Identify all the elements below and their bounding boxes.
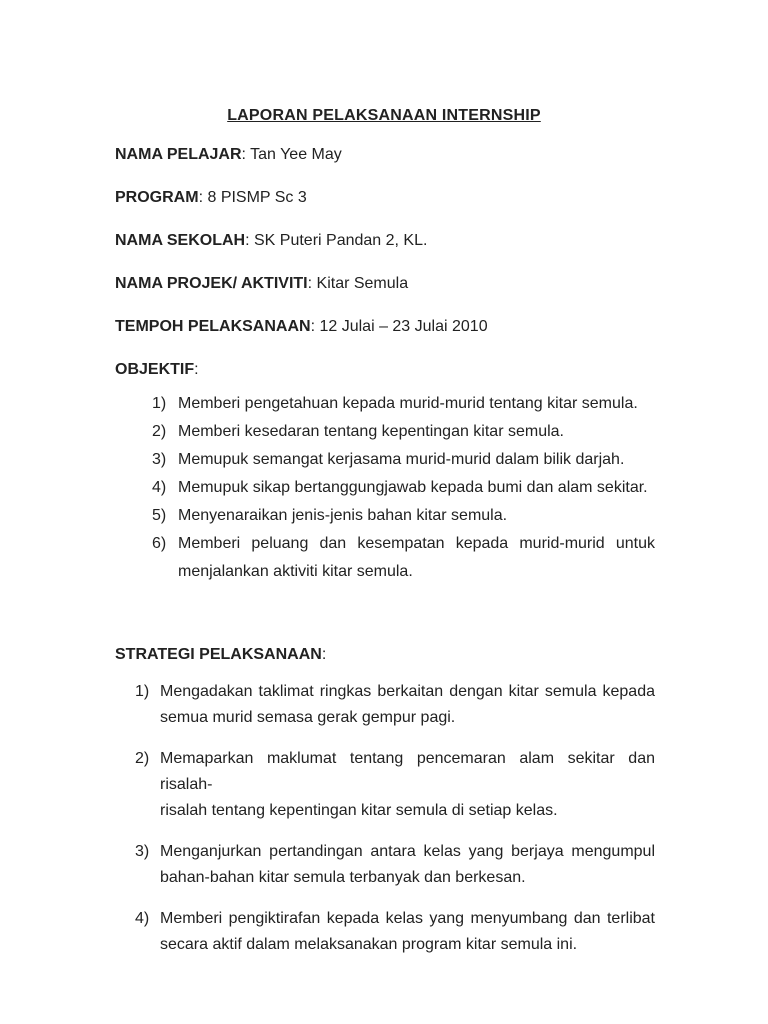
field-value: 8 PISMP Sc 3 [207,189,307,206]
list-item-number: 2) [152,423,167,440]
list-item [115,679,655,731]
field-colon: : [241,146,246,163]
field-label: NAMA PROJEK/ AKTIVITI [115,275,308,292]
list-item-number: 4) [135,910,150,927]
list-item [115,390,655,418]
strategi-list [115,679,655,958]
list-item-text: Mengadakan taklimat ringkas berkaitan dengan kitar semula kepada semua murid semasa gerak gempur pagi. [160,683,655,726]
list-item-text: Menyenaraikan jenis-jenis bahan kitar semula. [178,507,508,524]
field-colon: : [198,189,204,206]
field-row [115,189,655,206]
objektif-heading-label: OBJEKTIF [115,361,195,378]
list-item [115,530,655,586]
list-item-number: 5) [152,507,167,524]
list-item-number: 3) [152,451,167,468]
objektif-list [115,390,655,586]
list-item [115,474,655,502]
list-item [115,418,655,446]
list-item-text: Memberi peluang dan kesempatan kepada murid-murid untuk menjalankan aktiviti kitar semula. [178,535,655,580]
list-item-text: Memaparkan maklumat tentang pencemaran alam sekitar dan risalah- risalah tentang kepentingan kitar semula di setiap kelas. [160,750,655,819]
field-label: PROGRAM [115,189,199,206]
list-item [115,839,655,891]
list-item-text: Memupuk semangat kerjasama murid-murid dalam bilik darjah. [178,451,625,468]
field-label: NAMA PELAJAR [115,146,242,163]
field-colon: : [245,232,250,249]
objektif-heading-colon: : [194,361,199,378]
list-item-number: 1) [135,683,150,700]
list-item-text: Menganjurkan pertandingan antara kelas yang berjaya mengumpul bahan-bahan kitar semula terbanyak dan berkesan. [160,843,655,886]
list-item [115,446,655,474]
strategi-heading [115,646,655,663]
list-item [115,746,655,824]
strategi-heading-label: STRATEGI PELAKSANAAN [115,646,322,663]
field-row [115,318,655,335]
field-row [115,146,655,163]
list-item-number: 3) [135,843,150,860]
document-content [115,146,655,973]
list-item-text: Memberi pengiktirafan kepada kelas yang menyumbang dan terlibat secara aktif dalam melaksanakan program kitar semula ini. [160,910,655,953]
field-value: 12 Julai – 23 Julai 2010 [319,318,488,335]
list-item-number: 1) [152,395,167,412]
field-colon: : [310,318,316,335]
list-item-text: Memberi kesedaran tentang kepentingan kitar semula. [178,423,564,440]
list-item-number: 6) [152,535,167,552]
list-item [115,502,655,530]
list-item [115,906,655,958]
strategi-heading-colon: : [321,646,327,663]
field-label: TEMPOH PELAKSANAAN [115,318,311,335]
fields-section [115,146,655,335]
list-item-text: Memberi pengetahuan kepada murid-murid tentang kitar semula. [178,395,638,412]
field-row [115,232,655,249]
list-item-number: 2) [135,750,150,767]
list-item-number: 4) [152,479,167,496]
list-item-text: Memupuk sikap bertanggungjawab kepada bumi dan alam sekitar. [178,479,648,496]
field-row [115,275,655,292]
document-title: LAPORAN PELAKSANAAN INTERNSHIP [227,107,541,124]
field-value: Kitar Semula [316,275,409,292]
field-label: NAMA SEKOLAH [115,232,246,249]
field-value: Tan Yee May [250,146,342,163]
objektif-heading [115,361,655,378]
field-colon: : [307,275,313,292]
field-value: SK Puteri Pandan 2, KL. [253,232,428,249]
